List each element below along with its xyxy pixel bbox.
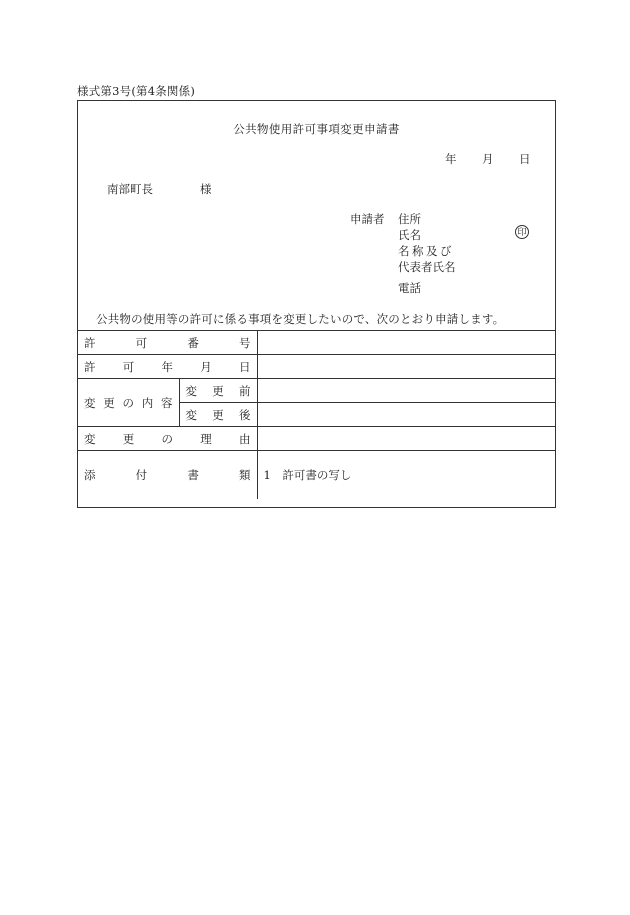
permit-number-field[interactable]: [257, 331, 555, 355]
label-char: 内: [141, 395, 154, 410]
label-char: 後: [239, 407, 251, 422]
applicant-corp-label-2: 代表者氏名: [398, 260, 456, 274]
label-char: 号: [238, 335, 251, 350]
label-char: 日: [239, 359, 251, 374]
change-content-label: [78, 379, 179, 427]
label-char: 許: [84, 335, 96, 350]
attachments-label: [78, 451, 257, 499]
label-char: 許: [84, 359, 96, 374]
label-char: 更: [212, 383, 224, 398]
seal-icon: 印: [515, 225, 529, 239]
applicant-corp-label-1: 名称及び: [398, 244, 454, 258]
before-change-field[interactable]: [257, 379, 555, 403]
label-char: 変: [185, 407, 197, 422]
applicant-address-label: 住所: [398, 212, 421, 226]
label-char: 可: [122, 359, 135, 374]
label-char: 月: [200, 359, 212, 374]
addressee-honorific: 様: [200, 182, 212, 196]
attachments-field[interactable]: [257, 451, 555, 499]
label-char: 付: [135, 467, 148, 482]
application-table: [78, 330, 555, 499]
permit-date-label: [78, 355, 257, 379]
before-change-label: [179, 379, 257, 403]
label-char: 理: [200, 431, 212, 446]
label-char: 年: [161, 359, 173, 374]
table-row: [78, 451, 555, 499]
table-row: [78, 355, 555, 379]
label-char: 書: [187, 467, 199, 482]
applicant-phone-label: 電話: [398, 281, 421, 295]
label-char: 更: [122, 431, 135, 446]
date-year-label: 年: [445, 152, 457, 166]
label-char: 可: [135, 335, 148, 350]
after-change-label: [179, 403, 257, 427]
request-statement: 公共物の使用等の許可に係る事項を変更したいので、次のとおり申請します。: [96, 312, 505, 326]
label-char: 更: [103, 395, 115, 410]
applicant-label: 申請者: [350, 212, 385, 226]
permit-number-label: [78, 331, 257, 355]
change-reason-field[interactable]: [257, 427, 555, 451]
date-month-label: 月: [482, 152, 494, 166]
table-row: [78, 379, 555, 403]
permit-date-field[interactable]: [257, 355, 555, 379]
table-row: [78, 331, 555, 355]
label-char: 更: [212, 407, 224, 422]
addressee: 南部町長: [107, 182, 153, 196]
label-char: の: [161, 431, 173, 446]
label-char: 類: [238, 467, 251, 482]
form-number-label: 様式第3号(第4条関係): [77, 84, 196, 98]
label-char: の: [122, 395, 134, 410]
label-char: 由: [239, 431, 251, 446]
label-char: 変: [84, 395, 96, 410]
date-day-label: 日: [519, 152, 531, 166]
document-title: 公共物使用許可事項変更申請書: [233, 122, 400, 136]
after-change-field[interactable]: [257, 403, 555, 427]
label-char: 変: [185, 383, 197, 398]
table-row: [78, 427, 555, 451]
change-reason-label: [78, 427, 257, 451]
label-char: 番: [187, 335, 199, 350]
label-char: 容: [161, 395, 173, 410]
label-char: 添: [84, 467, 96, 482]
attachments-value: 1 許可書の写し: [263, 467, 352, 482]
label-char: 前: [239, 383, 251, 398]
form-frame: [77, 100, 556, 508]
applicant-name-label: 氏名: [398, 228, 421, 242]
label-char: 変: [84, 431, 96, 446]
